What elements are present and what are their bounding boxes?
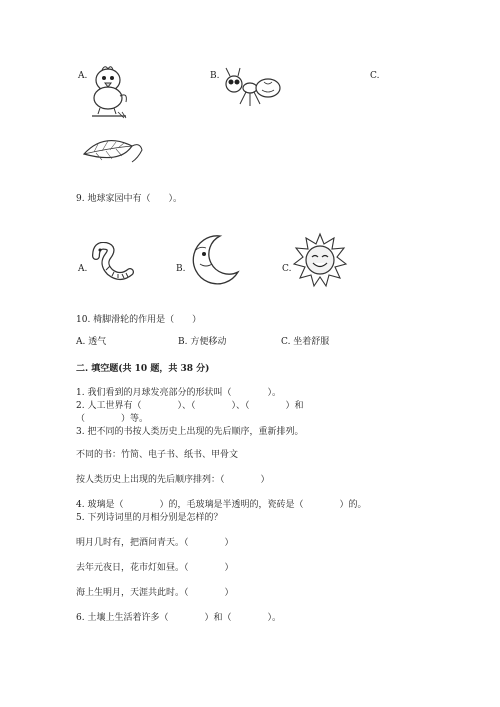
fill-q3-books: 不同的书：竹简、电子书、纸书、甲骨文 [76, 450, 239, 460]
fill-q5-poem2: 去年元夜日，花市灯如昼。（ ） [76, 563, 234, 573]
fill-q6: 6. 土壤上生活着许多（ ）和（ ）。 [76, 613, 281, 623]
fill-q4: 4. 玻璃是（ ）的，毛玻璃是半透明的，瓷砖是（ ）的。 [76, 500, 367, 510]
q10-stem: 10. 椅脚滑轮的作用是（ ） [76, 315, 202, 325]
leaf-icon [80, 134, 146, 174]
fill-q2-line2: （ ）等。 [76, 414, 149, 424]
fill-q3-order: 按人类历史上出现的先后顺序排列：（ ） [76, 475, 270, 485]
q8-option-b-label: B. [210, 71, 220, 81]
q10-option-b: B. 方便移动 [178, 337, 227, 347]
q9-option-a-label: A. [78, 264, 88, 274]
crescent-moon-icon [186, 232, 242, 288]
q9-stem: 9. 地球家园中有（ ）。 [76, 194, 182, 204]
chick-icon [86, 62, 134, 120]
fill-q5-poem1: 明月几时有，把酒问青天。（ ） [76, 538, 234, 548]
q9-option-c-label: C. [282, 264, 292, 274]
fill-q1: 1. 我们看到的月球发亮部分的形状叫（ ）。 [76, 388, 281, 398]
section-2-title: 二. 填空题(共 10 题，共 38 分) [76, 364, 210, 374]
q8-option-c-label: C. [370, 71, 380, 81]
sun-icon [292, 232, 348, 288]
ant-icon [220, 64, 284, 110]
fill-q3: 3. 把不同的书按人类历史上出现的先后顺序，重新排列。 [76, 427, 304, 437]
fill-q2-line1: 2. 人工世界有（ ）、（ ）、（ ）和 [76, 401, 304, 411]
fill-q5-poem3: 海上生明月，天涯共此时。（ ） [76, 588, 234, 598]
fill-q5: 5. 下列诗词里的月相分别是怎样的？ [76, 513, 223, 523]
q10-option-a: A. 透气 [76, 337, 107, 347]
q10-option-c: C. 坐着舒服 [281, 337, 330, 347]
q9-option-b-label: B. [176, 264, 186, 274]
q8-option-a-label: A. [78, 71, 88, 81]
earthworm-icon [86, 242, 134, 282]
